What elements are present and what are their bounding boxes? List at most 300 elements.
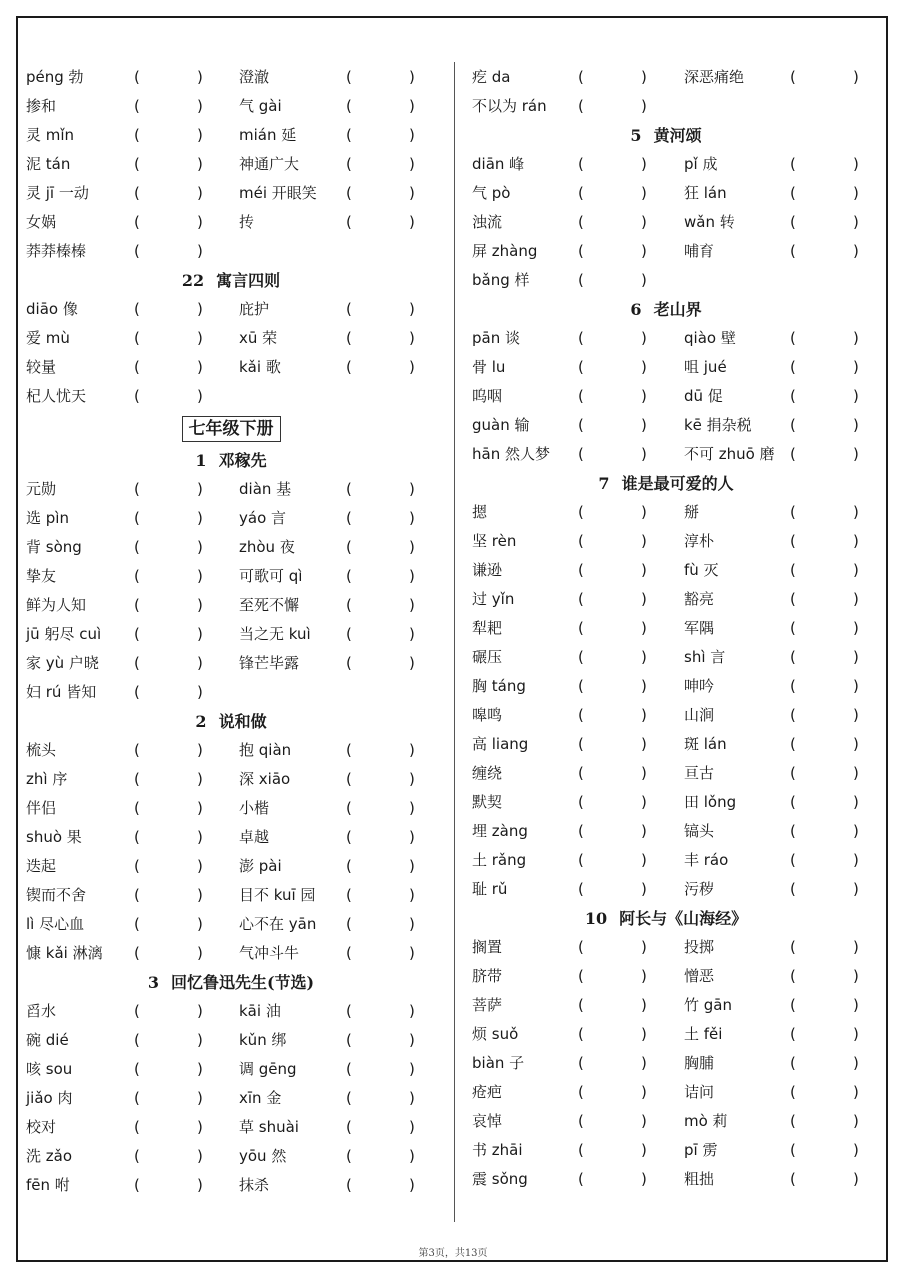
paren-close: )	[641, 242, 647, 260]
paren-open: (	[134, 329, 140, 347]
paren-open: (	[578, 271, 584, 289]
answer-blank[interactable]	[578, 875, 647, 904]
answer-blank[interactable]	[346, 150, 415, 179]
answer-blank[interactable]	[790, 1165, 859, 1194]
paren-close: )	[853, 822, 859, 840]
answer-blank[interactable]	[578, 1078, 647, 1107]
answer-blank[interactable]	[134, 92, 203, 121]
answer-blank[interactable]	[346, 1171, 415, 1200]
answer-blank[interactable]	[346, 295, 415, 324]
paren-open: (	[578, 938, 584, 956]
paren-open: (	[578, 1170, 584, 1188]
right-column	[458, 63, 874, 1194]
answer-blank[interactable]	[578, 498, 647, 527]
answer-blank[interactable]	[134, 63, 203, 92]
exercise-row	[458, 498, 874, 527]
paren-open: (	[578, 967, 584, 985]
exercise-term: 调 gēng	[239, 1060, 297, 1078]
paren-close: )	[409, 68, 415, 86]
exercise-term: 憎恶	[684, 967, 715, 985]
paren-open: (	[346, 857, 352, 875]
answer-blank[interactable]	[134, 353, 203, 382]
paren-close: )	[641, 271, 647, 289]
answer-blank[interactable]	[578, 672, 647, 701]
answer-blank[interactable]	[346, 121, 415, 150]
answer-blank[interactable]	[790, 1136, 859, 1165]
exercise-row	[26, 504, 436, 533]
answer-blank[interactable]	[578, 846, 647, 875]
answer-blank[interactable]	[790, 672, 859, 701]
answer-blank[interactable]	[578, 1165, 647, 1194]
answer-blank[interactable]	[578, 614, 647, 643]
answer-blank[interactable]	[346, 823, 415, 852]
paren-close: )	[197, 358, 203, 376]
answer-blank[interactable]	[134, 295, 203, 324]
exercise-term: 书 zhāi	[472, 1141, 523, 1159]
answer-blank[interactable]	[578, 324, 647, 353]
answer-blank[interactable]	[790, 759, 859, 788]
paren-close: )	[197, 886, 203, 904]
paren-close: )	[409, 1118, 415, 1136]
paren-close: )	[641, 155, 647, 173]
paren-open: (	[790, 155, 796, 173]
answer-blank[interactable]	[578, 730, 647, 759]
answer-blank[interactable]	[578, 440, 647, 469]
answer-blank[interactable]	[578, 759, 647, 788]
paren-open: (	[790, 1083, 796, 1101]
paren-close: )	[197, 387, 203, 405]
answer-blank[interactable]	[790, 556, 859, 585]
answer-blank[interactable]	[346, 765, 415, 794]
answer-blank[interactable]	[790, 237, 859, 266]
paren-open: (	[134, 126, 140, 144]
left-column	[26, 63, 436, 1200]
paren-open: (	[346, 567, 352, 585]
paren-open: (	[134, 799, 140, 817]
answer-blank[interactable]	[790, 353, 859, 382]
exercise-term: 浊流	[472, 213, 503, 231]
exercise-term: 神通广大	[239, 155, 300, 173]
paren-close: )	[853, 1112, 859, 1130]
exercise-row	[26, 1084, 436, 1113]
paren-close: )	[641, 764, 647, 782]
exercise-term: 胸脯	[684, 1054, 715, 1072]
answer-blank[interactable]	[790, 527, 859, 556]
answer-blank[interactable]	[346, 63, 415, 92]
paren-close: )	[853, 1025, 859, 1043]
answer-blank[interactable]	[790, 150, 859, 179]
paren-close: )	[853, 387, 859, 405]
paren-open: (	[134, 944, 140, 962]
answer-blank[interactable]	[790, 1078, 859, 1107]
paren-open: (	[578, 242, 584, 260]
paren-open: (	[346, 155, 352, 173]
paren-open: (	[578, 764, 584, 782]
exercise-term: 鲜为人知	[26, 596, 87, 614]
paren-open: (	[346, 915, 352, 933]
answer-blank[interactable]	[790, 614, 859, 643]
answer-blank[interactable]	[578, 556, 647, 585]
answer-blank[interactable]	[134, 237, 203, 266]
answer-blank[interactable]	[578, 266, 647, 295]
paren-open: (	[346, 596, 352, 614]
lesson-heading	[26, 446, 436, 475]
exercise-term: 丰 ráo	[684, 851, 729, 869]
exercise-row	[458, 701, 874, 730]
answer-blank[interactable]	[134, 591, 203, 620]
paren-close: )	[409, 184, 415, 202]
paren-close: )	[197, 1176, 203, 1194]
paren-close: )	[409, 886, 415, 904]
answer-blank[interactable]	[790, 730, 859, 759]
paren-close: )	[641, 1112, 647, 1130]
paren-close: )	[197, 97, 203, 115]
exercise-row	[26, 208, 436, 237]
answer-blank[interactable]	[346, 1055, 415, 1084]
paren-close: )	[641, 851, 647, 869]
answer-blank[interactable]	[790, 63, 859, 92]
exercise-term: 淳朴	[684, 532, 715, 550]
paren-close: )	[197, 857, 203, 875]
paren-close: )	[197, 68, 203, 86]
paren-open: (	[346, 358, 352, 376]
exercise-term: 过 yǐn	[472, 590, 515, 608]
paren-open: (	[578, 503, 584, 521]
paren-open: (	[134, 654, 140, 672]
answer-blank[interactable]	[346, 1142, 415, 1171]
answer-blank[interactable]	[578, 382, 647, 411]
exercise-term: 伴侣	[26, 799, 57, 817]
exercise-term: 诘问	[684, 1083, 715, 1101]
answer-blank[interactable]	[790, 991, 859, 1020]
paren-close: )	[409, 1031, 415, 1049]
answer-blank[interactable]	[578, 701, 647, 730]
paren-close: )	[853, 648, 859, 666]
answer-blank[interactable]	[134, 533, 203, 562]
answer-blank[interactable]	[134, 939, 203, 968]
exercise-term: shì 言	[684, 648, 726, 666]
exercise-term: 军隅	[684, 619, 715, 637]
answer-blank[interactable]	[790, 1020, 859, 1049]
answer-blank[interactable]	[134, 765, 203, 794]
answer-blank[interactable]	[346, 1084, 415, 1113]
exercise-term: 哀悼	[472, 1112, 503, 1130]
paren-open: (	[346, 1002, 352, 1020]
paren-close: )	[197, 184, 203, 202]
answer-blank[interactable]	[346, 794, 415, 823]
exercise-term: 灵 jī 一动	[26, 184, 89, 202]
paren-open: (	[134, 538, 140, 556]
paren-close: )	[853, 764, 859, 782]
paren-open: (	[790, 851, 796, 869]
exercise-row	[26, 121, 436, 150]
answer-blank[interactable]	[578, 353, 647, 382]
paren-open: (	[790, 648, 796, 666]
answer-blank[interactable]	[346, 1113, 415, 1142]
exercise-term: 默契	[472, 793, 503, 811]
answer-blank[interactable]	[134, 910, 203, 939]
paren-open: (	[134, 828, 140, 846]
paren-open: (	[134, 741, 140, 759]
exercise-term: 疮疤	[472, 1083, 503, 1101]
paren-close: )	[641, 213, 647, 231]
exercise-term: kāi 油	[239, 1002, 281, 1020]
answer-blank[interactable]	[346, 736, 415, 765]
paren-open: (	[578, 677, 584, 695]
answer-blank[interactable]	[346, 353, 415, 382]
paren-close: )	[641, 996, 647, 1014]
paren-close: )	[197, 300, 203, 318]
exercise-row	[26, 533, 436, 562]
paren-open: (	[790, 880, 796, 898]
paren-close: )	[197, 126, 203, 144]
paren-close: )	[853, 416, 859, 434]
paren-open: (	[790, 184, 796, 202]
lesson-number: 1	[195, 451, 207, 470]
answer-blank[interactable]	[578, 933, 647, 962]
answer-blank[interactable]	[790, 1049, 859, 1078]
exercise-row	[26, 1142, 436, 1171]
paren-open: (	[134, 625, 140, 643]
exercise-row	[458, 440, 874, 469]
paren-open: (	[134, 1176, 140, 1194]
exercise-term: 污秽	[684, 880, 715, 898]
answer-blank[interactable]	[134, 823, 203, 852]
paren-open: (	[346, 886, 352, 904]
answer-blank[interactable]	[790, 585, 859, 614]
answer-blank[interactable]	[578, 150, 647, 179]
answer-blank[interactable]	[346, 504, 415, 533]
answer-blank[interactable]	[134, 121, 203, 150]
answer-blank[interactable]	[134, 150, 203, 179]
answer-blank[interactable]	[578, 92, 647, 121]
exercise-row	[458, 585, 874, 614]
paren-close: )	[641, 1083, 647, 1101]
answer-blank[interactable]	[134, 649, 203, 678]
answer-blank[interactable]	[578, 237, 647, 266]
answer-blank[interactable]	[578, 411, 647, 440]
answer-blank[interactable]	[346, 620, 415, 649]
lesson-title: 阿长与《山海经》	[619, 909, 748, 928]
answer-blank[interactable]	[134, 1171, 203, 1200]
exercise-term: 泥 tán	[26, 155, 71, 173]
paren-open: (	[134, 387, 140, 405]
answer-blank[interactable]	[790, 324, 859, 353]
exercise-term: pān 谈	[472, 329, 520, 347]
exercise-term: 慷 kǎi 淋漓	[26, 944, 103, 962]
answer-blank[interactable]	[134, 620, 203, 649]
answer-blank[interactable]	[134, 1084, 203, 1113]
lesson-heading	[26, 707, 436, 736]
paren-open: (	[790, 764, 796, 782]
paren-close: )	[197, 654, 203, 672]
answer-blank[interactable]	[790, 411, 859, 440]
answer-blank[interactable]	[790, 701, 859, 730]
exercise-row	[458, 324, 874, 353]
exercise-term: mián 延	[239, 126, 297, 144]
answer-blank[interactable]	[790, 440, 859, 469]
answer-blank[interactable]	[578, 585, 647, 614]
answer-blank[interactable]	[790, 846, 859, 875]
paren-open: (	[578, 822, 584, 840]
lesson-number: 2	[195, 712, 207, 731]
lesson-number: 10	[584, 909, 608, 928]
exercise-term: pī 雳	[684, 1141, 718, 1159]
answer-blank[interactable]	[578, 1136, 647, 1165]
paren-open: (	[134, 155, 140, 173]
paren-close: )	[641, 1025, 647, 1043]
paren-close: )	[197, 799, 203, 817]
answer-blank[interactable]	[134, 475, 203, 504]
answer-blank[interactable]	[578, 179, 647, 208]
exercise-row	[458, 1136, 874, 1165]
paren-close: )	[853, 68, 859, 86]
paren-open: (	[578, 416, 584, 434]
answer-blank[interactable]	[134, 736, 203, 765]
paren-close: )	[641, 880, 647, 898]
answer-blank[interactable]	[790, 817, 859, 846]
paren-close: )	[641, 735, 647, 753]
answer-blank[interactable]	[134, 852, 203, 881]
paren-open: (	[790, 445, 796, 463]
answer-blank[interactable]	[346, 649, 415, 678]
answer-blank[interactable]	[134, 997, 203, 1026]
answer-blank[interactable]	[134, 179, 203, 208]
exercise-term: shuò 果	[26, 828, 82, 846]
answer-blank[interactable]	[790, 875, 859, 904]
paren-close: )	[409, 538, 415, 556]
answer-blank[interactable]	[790, 498, 859, 527]
paren-close: )	[853, 561, 859, 579]
paren-open: (	[134, 886, 140, 904]
answer-blank[interactable]	[790, 643, 859, 672]
exercise-term: yáo 言	[239, 509, 287, 527]
answer-blank[interactable]	[134, 1142, 203, 1171]
answer-blank[interactable]	[790, 208, 859, 237]
answer-blank[interactable]	[346, 591, 415, 620]
answer-blank[interactable]	[346, 939, 415, 968]
answer-blank[interactable]	[134, 1113, 203, 1142]
answer-blank[interactable]	[346, 997, 415, 1026]
answer-blank[interactable]	[346, 324, 415, 353]
answer-blank[interactable]	[134, 794, 203, 823]
answer-blank[interactable]	[790, 179, 859, 208]
exercise-term: kǔn 绑	[239, 1031, 287, 1049]
answer-blank[interactable]	[790, 382, 859, 411]
paren-open: (	[790, 503, 796, 521]
exercise-row	[458, 759, 874, 788]
answer-blank[interactable]	[134, 1055, 203, 1084]
answer-blank[interactable]	[134, 504, 203, 533]
exercise-row	[26, 620, 436, 649]
lesson-number: 6	[630, 300, 642, 319]
answer-blank[interactable]	[134, 1026, 203, 1055]
answer-blank[interactable]	[346, 475, 415, 504]
answer-blank[interactable]	[578, 788, 647, 817]
exercise-row	[458, 1165, 874, 1194]
exercise-term: biàn 子	[472, 1054, 525, 1072]
answer-blank[interactable]	[578, 1020, 647, 1049]
paren-open: (	[346, 1118, 352, 1136]
answer-blank[interactable]	[578, 527, 647, 556]
answer-blank[interactable]	[134, 881, 203, 910]
answer-blank[interactable]	[346, 92, 415, 121]
exercise-term: 碗 dié	[26, 1031, 69, 1049]
answer-blank[interactable]	[346, 881, 415, 910]
paren-open: (	[134, 480, 140, 498]
exercise-term: qiào 壁	[684, 329, 736, 347]
answer-blank[interactable]	[790, 788, 859, 817]
answer-blank[interactable]	[346, 179, 415, 208]
answer-blank[interactable]	[134, 382, 203, 411]
answer-blank[interactable]	[346, 208, 415, 237]
paren-close: )	[641, 532, 647, 550]
lesson-title: 寓言四则	[216, 271, 281, 290]
exercise-term: 呜咽	[472, 387, 503, 405]
exercise-row	[26, 736, 436, 765]
paren-close: )	[409, 155, 415, 173]
paren-open: (	[134, 300, 140, 318]
exercise-term: jiǎo 肉	[26, 1089, 73, 1107]
paren-open: (	[790, 619, 796, 637]
paren-open: (	[578, 184, 584, 202]
answer-blank[interactable]	[134, 562, 203, 591]
lesson-number: 7	[598, 474, 610, 493]
answer-blank[interactable]	[790, 933, 859, 962]
answer-blank[interactable]	[578, 991, 647, 1020]
paren-open: (	[346, 213, 352, 231]
answer-blank[interactable]	[578, 962, 647, 991]
paren-open: (	[578, 68, 584, 86]
exercise-term: 咳 sou	[26, 1060, 73, 1078]
exercise-row	[458, 875, 874, 904]
answer-blank[interactable]	[346, 562, 415, 591]
exercise-term: 澎 pài	[239, 857, 282, 875]
exercise-row	[26, 353, 436, 382]
exercise-row	[458, 614, 874, 643]
paren-close: )	[197, 1031, 203, 1049]
answer-blank[interactable]	[346, 533, 415, 562]
exercise-row	[458, 411, 874, 440]
exercise-term: 斑 lán	[684, 735, 727, 753]
paren-close: )	[197, 944, 203, 962]
paren-close: )	[641, 184, 647, 202]
exercise-term: 掰	[684, 503, 700, 521]
answer-blank[interactable]	[346, 852, 415, 881]
paren-close: )	[409, 97, 415, 115]
answer-blank[interactable]	[578, 1049, 647, 1078]
answer-blank[interactable]	[790, 1107, 859, 1136]
paren-open: (	[346, 1031, 352, 1049]
answer-blank[interactable]	[578, 208, 647, 237]
answer-blank[interactable]	[346, 1026, 415, 1055]
answer-blank[interactable]	[134, 678, 203, 707]
answer-blank[interactable]	[134, 324, 203, 353]
exercise-term: zhòu 夜	[239, 538, 295, 556]
paren-open: (	[346, 329, 352, 347]
answer-blank[interactable]	[790, 962, 859, 991]
exercise-row	[26, 382, 436, 411]
paren-open: (	[578, 619, 584, 637]
answer-blank[interactable]	[578, 817, 647, 846]
answer-blank[interactable]	[578, 1107, 647, 1136]
answer-blank[interactable]	[578, 643, 647, 672]
answer-blank[interactable]	[134, 208, 203, 237]
exercise-term: xū 荣	[239, 329, 278, 347]
answer-blank[interactable]	[346, 910, 415, 939]
exercise-term: diān 峰	[472, 155, 525, 173]
answer-blank[interactable]	[578, 63, 647, 92]
